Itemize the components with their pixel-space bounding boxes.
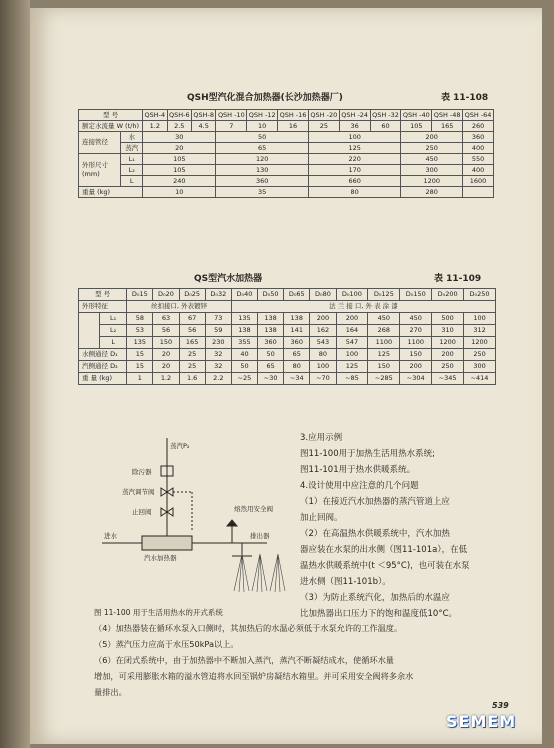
table1-cell: 130 [216,165,308,176]
book-spine [0,0,30,748]
table2-cell: 450 [400,313,432,325]
table1-row-sub: L₂ [121,165,143,176]
table2-cell: 547 [336,337,368,349]
table2-cell: 200 [310,313,336,325]
table2-cell: ~25 [231,373,257,385]
spray-nozzles [234,554,285,592]
table2-cell: ~285 [368,373,400,385]
table2-cell: 360 [284,337,310,349]
text-line: （4）加热器装在循环水泵入口侧时，其加热后的水温必须低于水泵允许的工作温度。 [94,623,403,633]
table-qs [78,288,496,385]
table2-cell: 63 [153,313,179,325]
table2-cell: 270 [400,325,432,337]
table2-cell: 40 [231,349,257,361]
table2-cell: 138 [258,313,284,325]
table2-cell: 1.2 [153,373,179,385]
table1-cell: 120 [216,154,308,165]
table2-cell: 1200 [464,337,496,349]
text-line: （3）为防止系统汽化，加热后的水温应 [300,593,450,603]
table2-cell: 150 [400,349,432,361]
table2-cell: 53 [127,325,153,337]
table2-cell: 15 [127,349,153,361]
table2-cell: ~70 [310,373,336,385]
label-heater: 汽水加热器 [144,554,177,562]
table2-cell: 58 [127,313,153,325]
table2-model: D₀100 [336,289,368,301]
table2-cell: 164 [336,325,368,337]
table2-cell: ~414 [464,373,496,385]
table2-cell: 15 [127,361,153,373]
table1-cell: 260 [463,121,494,132]
table2-cell: 200 [336,313,368,325]
table1-model: QSH-6 [168,110,190,119]
table2-cell: 59 [205,325,231,337]
text-line: 器应装在水泵的出水侧（图11-101a），在低 [300,545,468,555]
table2-cell: 80 [310,349,336,361]
table2-cell: ~34 [284,373,310,385]
table2-model: D₀25 [179,289,205,301]
table2-model: D₀250 [464,289,496,301]
table1-model: QSH -32 [370,110,401,121]
table2-model: D₀32 [205,289,231,301]
table2-cell: 230 [205,337,231,349]
table2-dim-sub: L₂ [100,325,127,337]
table1-cell: 400 [463,143,494,154]
text-line: 增加，可采用膨胀水箱的溢水管追将水回至锅炉房凝结水箱里。并可采用安全阀将多余水 [94,671,414,681]
table1-header-label: 型 号 [79,110,143,121]
table2-cell: 360 [258,337,284,349]
table1-cell: 16 [278,121,309,132]
table1-model: QSH -48 [432,110,463,121]
table1-row-sub: L₁ [121,154,143,165]
text-line: （5）蒸汽压力应高于水压50kPa以上。 [94,639,239,649]
table1-cell: 250 [401,143,463,154]
table2-cell: 50 [258,349,284,361]
table2-cell: 32 [205,349,231,361]
text-line: 加止回阀。 [300,513,343,523]
table1-row-sub: 水 [121,132,143,143]
table1-cell: 200 [401,132,463,143]
table1-cell: 165 [432,121,463,132]
table2-cell: 500 [432,313,464,325]
table1-dim-unit: (mm) [82,170,100,178]
table1-cell: 10 [143,187,216,198]
table2-cell: 138 [284,313,310,325]
text-line: （1）在接近汽水加热器的蒸汽管道上应 [300,497,450,507]
book-page [30,8,542,744]
table2-feature-threaded: 丝扣接口, 外表镀锌 [127,301,232,313]
table2-cell: 65 [258,361,284,373]
table2-dim-sub: L [100,337,127,349]
table2-cell: 1200 [432,337,464,349]
table1-model: QSH -20 [308,110,339,121]
table2-cell: 56 [179,325,205,337]
text-line: 比加热器出口压力下的饱和温度低10°C。 [300,609,458,619]
table2-header-label: 型 号 [79,289,127,301]
table1-cell: 1200 [401,176,463,187]
table2-cell: 50 [231,361,257,373]
figure-caption: 图 11-100 用于生活用热水的开式系统 [94,608,223,617]
table1-cell: 105 [143,165,216,176]
table2-cell: ~345 [432,373,464,385]
table1-cell [463,187,494,198]
table1-cell: 240 [143,176,216,187]
table2-number: 表 11-109 [434,274,482,284]
table2-cell: 2.2 [205,373,231,385]
table1-cell: 105 [143,154,216,165]
table1-cell: 220 [308,154,400,165]
table1-row-sub: 蒸汽 [121,143,143,154]
table2-cell: 450 [368,313,400,325]
table2-cell: 138 [231,325,257,337]
table2-cell: 355 [231,337,257,349]
table1-cell: 4.5 [192,121,216,132]
text-line: （6）在闭式系统中，由于加热器中不断加入蒸汽，蒸汽不断凝结成水，使循环水量 [94,655,394,665]
table1-cell: 30 [143,132,216,143]
table1-cell: 125 [308,143,400,154]
table1-model: QSH -24 [339,110,370,121]
label-steam: 蒸汽P₂ [170,442,190,450]
label-control-valve: 蒸汽调节阀 [122,488,155,496]
table2-model: D₀15 [127,289,153,301]
table2-cell: 250 [464,349,496,361]
text-line: 图11-100用于加热生活用热水系统; [300,449,435,459]
table1-cell: 100 [308,132,400,143]
table1-cell: 105 [401,121,432,132]
table2-cell: 141 [284,325,310,337]
table2-port-label: 汽侧通径 D₂ [79,361,127,373]
text-line: 4.设计使用中应注意的几个问题 [300,481,419,491]
table1-cell: 280 [401,187,463,198]
table2-cell: 200 [400,361,432,373]
table2-cell: 25 [179,361,205,373]
table1-cell: 10 [247,121,278,132]
table1-cell: 36 [339,121,370,132]
table2-cell: 138 [258,325,284,337]
table1-cell: 65 [216,143,308,154]
system-diagram [92,436,302,601]
watermark-logo: SEMEM [446,712,517,731]
table1-model: QSH -16 [278,110,309,121]
table1-cell: 20 [143,143,216,154]
table2-cell: 312 [464,325,496,337]
table2-cell: 100 [336,349,368,361]
table2-cell: 100 [464,313,496,325]
table2-cell: 150 [153,337,179,349]
table1-cell: 300 [401,165,463,176]
label-check-valve: 止回阀 [132,508,152,516]
table1-model: QSH-4 [144,110,166,119]
table2-model: D₀200 [432,289,464,301]
table2-cell: 1100 [368,337,400,349]
text-line: 图11-101用于热水供暖系统。 [300,465,416,475]
table2-cell: 150 [368,361,400,373]
text-line: 温热水供暖系统中(t ＜95°C)，也可装在水泵 [300,561,470,571]
table2-model: D₀20 [153,289,179,301]
table1-row-label: 重量 (kg) [79,187,143,198]
table2-cell: ~30 [258,373,284,385]
table1-cell: 25 [308,121,339,132]
text-line: 量排出。 [94,687,127,697]
text-line: 3.应用示例 [300,433,343,443]
table2-cell: 135 [231,313,257,325]
table2-cell: 268 [368,325,400,337]
table1-number: 表 11-108 [441,93,489,103]
table1-cell: 7 [216,121,247,132]
table1-model: QSH -40 [401,110,432,121]
table1-cell: 50 [216,132,308,143]
table1-model: QSH-8 [193,110,215,119]
table1-model: QSH -10 [216,110,247,121]
table2-cell: 1100 [400,337,432,349]
table1-dim-label: 外形尺寸 [82,161,108,169]
table2-model: D₀80 [310,289,336,301]
table2-weight-label: 重 量 (kg) [79,373,127,385]
table1-cell: 1600 [463,176,494,187]
label-water-in: 进水 [104,532,117,540]
label-safety-valve: 熔然用安全阀 [234,505,273,513]
table1-cell: 80 [308,187,400,198]
table1-cell: 60 [370,121,401,132]
table2-cell: 135 [127,337,153,349]
table1-title: QSH型汽化混合加热器(长沙加热器厂) [187,93,343,103]
table2-model: D₀125 [368,289,400,301]
table2-cell: 1 [127,373,153,385]
label-drain: 排出器 [250,532,270,540]
table2-cell: 20 [153,349,179,361]
table1-cell: 170 [308,165,400,176]
text-line: （2）在高温热水供暖系统中，汽水加热 [300,529,450,539]
table2-dim-group [79,313,100,349]
table2-cell: 32 [205,361,231,373]
table1-cell: 360 [216,176,308,187]
table1-cell: 450 [401,154,463,165]
table1-row-label: 额定水流量 W (t/h) [79,121,143,132]
table1-model: QSH -12 [247,110,278,121]
table2-cell: 67 [179,313,205,325]
table2-cell: 300 [464,361,496,373]
table1-model: QSH -64 [463,110,494,121]
table1-cell: 550 [463,154,494,165]
table2-model: D₀150 [400,289,432,301]
table1-cell: 360 [463,132,494,143]
table1-cell: 1.2 [143,121,167,132]
table1-cell: 35 [216,187,308,198]
table2-feature-label: 外形特征 [79,301,127,313]
table2-cell: ~304 [400,373,432,385]
right-column-text [300,430,500,622]
table-qsh [78,109,494,198]
table2-cell: 65 [284,349,310,361]
table2-cell: 20 [153,361,179,373]
table2-cell: ~85 [336,373,368,385]
table2-dim-sub: L₁ [100,313,127,325]
label-dirt-separator: 除污器 [132,468,152,476]
table2-cell: 73 [205,313,231,325]
table1-cell: 660 [308,176,400,187]
table2-cell: 80 [284,361,310,373]
table2-cell: 125 [368,349,400,361]
table2-model: D₀40 [231,289,257,301]
page-number: 539 [492,701,509,710]
table2-cell: 165 [179,337,205,349]
table2-cell: 56 [153,325,179,337]
table2-cell: 1.6 [179,373,205,385]
heater-body [142,536,192,550]
table2-cell: 25 [179,349,205,361]
table2-cell: 543 [310,337,336,349]
table2-cell: 310 [432,325,464,337]
table2-port-label: 水侧通径 D₁ [79,349,127,361]
text-line: 进水侧（图11-101b）。 [300,577,391,587]
table2-model: D₀65 [284,289,310,301]
table2-title: QS型汽水加热器 [194,274,263,284]
table1-row-label [79,154,121,187]
table2-feature-flanged: 法 兰 接 口, 外 表 涂 漆 [231,301,495,313]
table1-cell: 400 [463,165,494,176]
table2-model: D₀50 [258,289,284,301]
table1-cell: 2.5 [167,121,191,132]
table2-cell: 162 [310,325,336,337]
bottom-text [94,620,514,700]
table1-row-label: 连接管径 [79,132,121,154]
table2-cell: 125 [336,361,368,373]
table2-cell: 100 [310,361,336,373]
table2-cell: 250 [432,361,464,373]
table2-cell: 200 [432,349,464,361]
table1-row-sub: L [121,176,143,187]
